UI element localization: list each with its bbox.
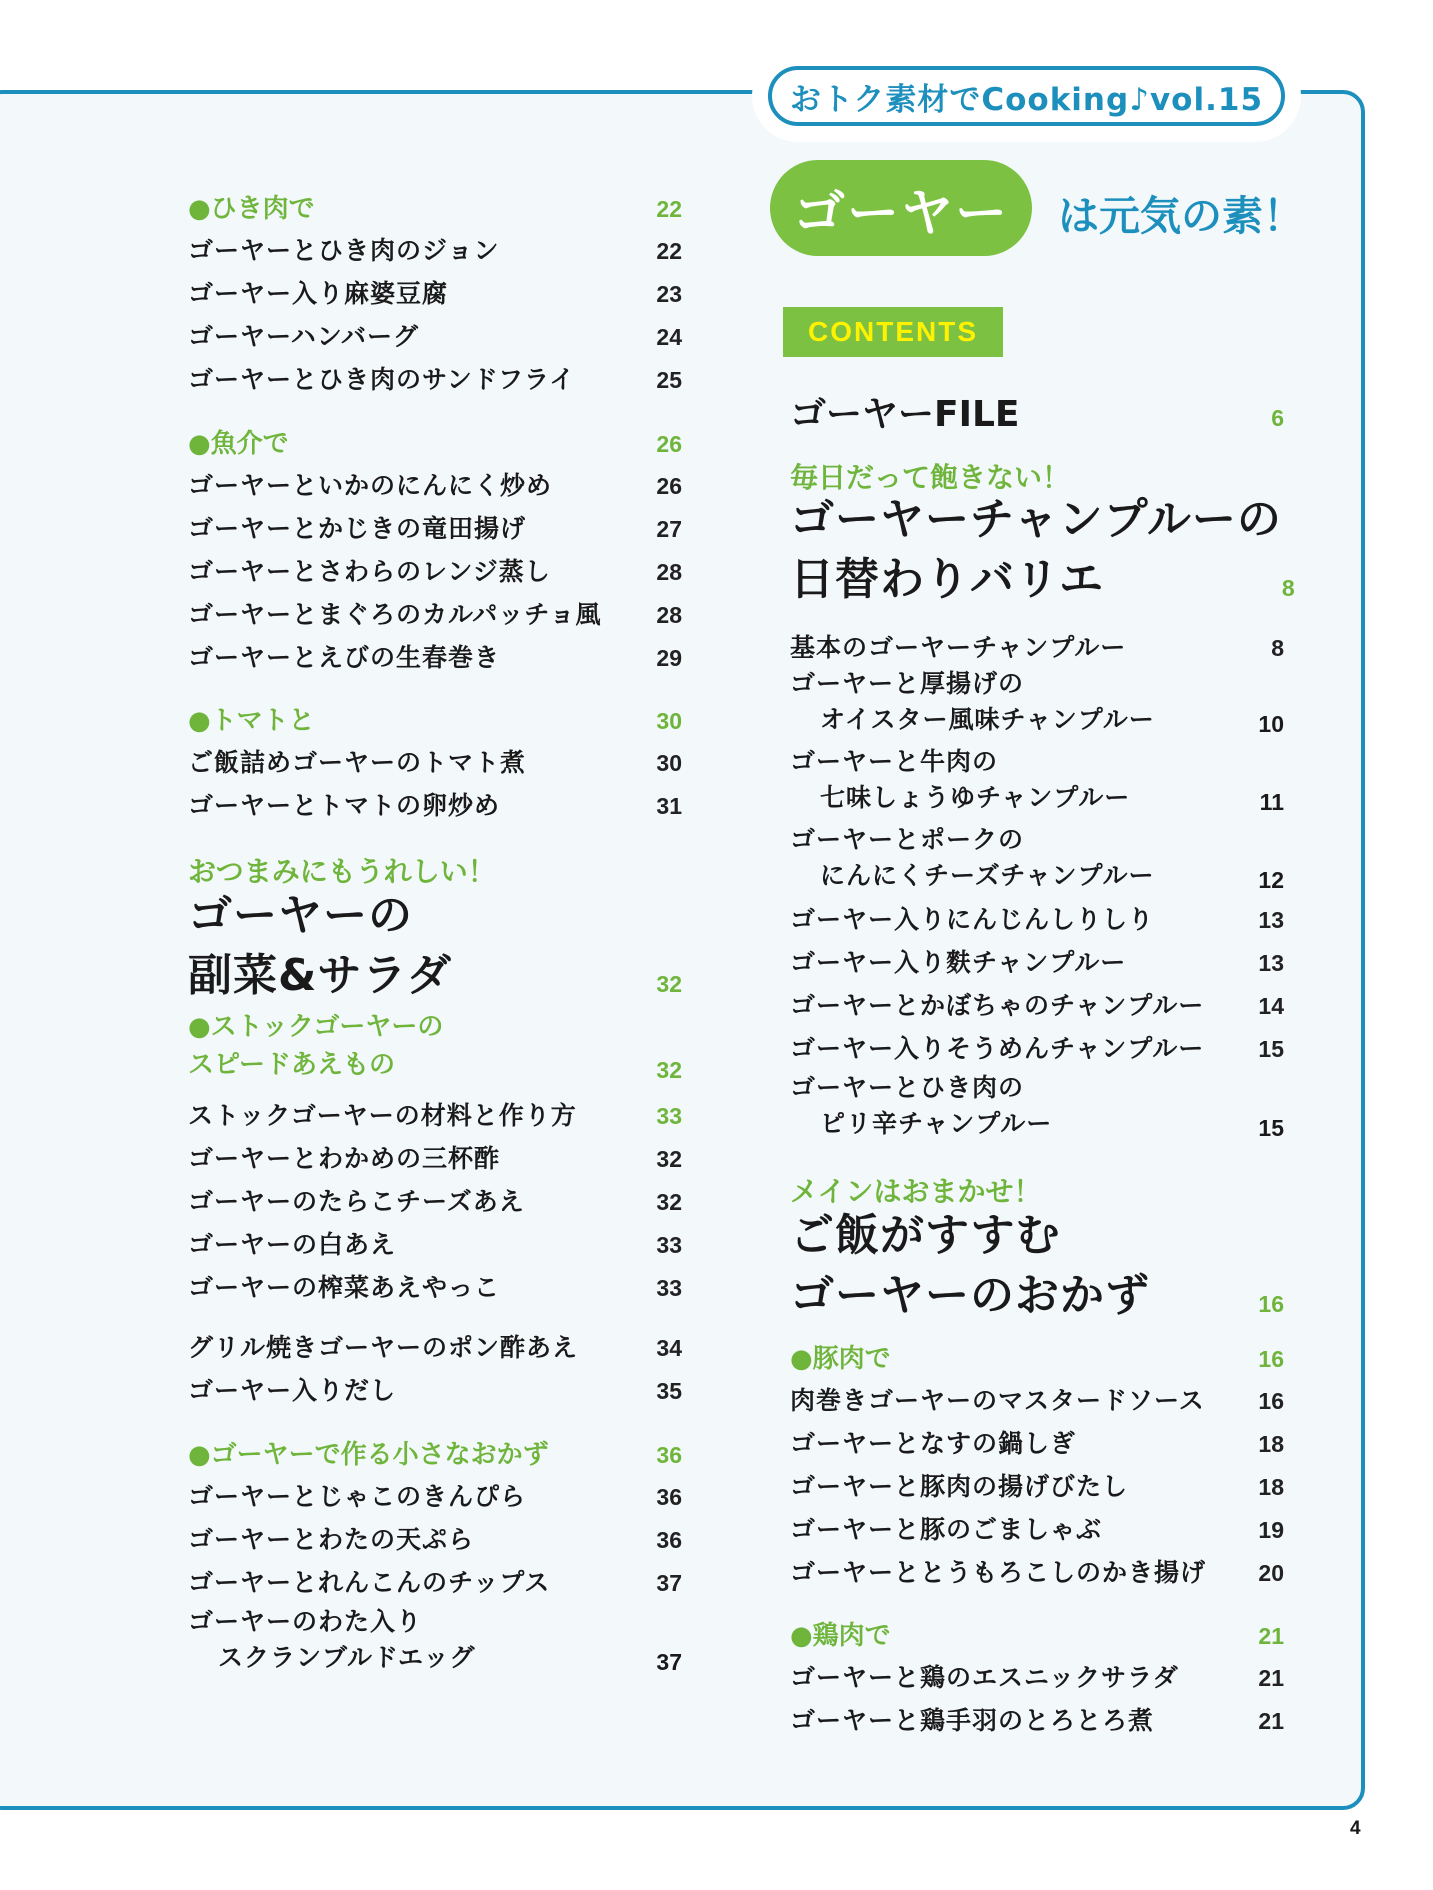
section-heading-label: ●ゴーヤーで作る小さなおかず: [188, 1440, 549, 1470]
toc-entry[interactable]: [188, 1371, 682, 1407]
toc-page-number: 37: [656, 1649, 682, 1675]
toc-page-number: 32: [656, 1057, 682, 1083]
toc-page-number: 10: [1258, 711, 1284, 737]
toc-entry[interactable]: [790, 628, 1284, 664]
title-highlight: ゴーヤー: [770, 160, 1032, 256]
toc-entry-label: ゴーヤーのわた入り スクランブルドエッグ: [188, 1607, 476, 1672]
toc-entry-label: ゴーヤーと牛肉の 七味しょうゆチャンプルー: [790, 747, 1131, 812]
toc-entry[interactable]: [188, 1477, 682, 1513]
section-heading[interactable]: [188, 700, 682, 737]
toc-entry-label: ゴーヤーとまぐろのカルパッチョ風: [188, 600, 602, 629]
toc-entry[interactable]: [188, 1520, 682, 1556]
toc-entry[interactable]: [188, 274, 682, 310]
toc-page-number: 13: [1258, 907, 1284, 933]
toc-entry[interactable]: [790, 666, 1284, 738]
toc-page-number: 35: [656, 1378, 682, 1404]
toc-page-number: 13: [1258, 950, 1284, 976]
toc-entry[interactable]: [188, 1182, 682, 1218]
toc-entry[interactable]: [790, 1658, 1284, 1694]
chapter-lead: メインはおまかせ！: [790, 1175, 1042, 1208]
toc-page-number: 36: [656, 1484, 682, 1510]
toc-entry[interactable]: [790, 1510, 1284, 1546]
toc-page-number: 31: [656, 793, 682, 819]
chapter-lead: おつまみにもうれしい！: [188, 855, 496, 888]
toc-entry[interactable]: [790, 986, 1284, 1022]
toc-entry-label: 基本のゴーヤーチャンプルー: [790, 633, 1127, 662]
toc-entry[interactable]: [790, 1381, 1284, 1417]
toc-entry[interactable]: [790, 1029, 1284, 1065]
page-number: 4: [1350, 1818, 1361, 1839]
toc-page-number: 28: [656, 559, 682, 585]
series-badge: おトク素材でCooking♪vol.15: [768, 66, 1285, 126]
toc-page-number: 11: [1259, 789, 1284, 815]
toc-entry-label: ゴーヤー入りだし: [188, 1376, 397, 1405]
toc-entry[interactable]: [188, 743, 682, 779]
toc-entry[interactable]: [188, 231, 682, 267]
toc-page-number: 24: [656, 324, 682, 350]
toc-entry[interactable]: [790, 1553, 1284, 1589]
toc-entry-label: ゴーヤーとかじきの竜田揚げ: [188, 514, 527, 543]
toc-page-number: 21: [1258, 1665, 1284, 1691]
toc-entry-label: ゴーヤーとポークの にんにくチーズチャンプルー: [790, 825, 1155, 890]
toc-page-number: 32: [656, 1189, 682, 1215]
toc-entry[interactable]: [188, 1225, 682, 1261]
toc-entry-label: ゴーヤーの白あえ: [188, 1230, 397, 1259]
toc-entry[interactable]: [188, 1604, 682, 1676]
title-suffix: は元気の素！: [1058, 192, 1304, 240]
chapter-lead: 毎日だって飽きない！: [790, 461, 1071, 494]
toc-page-number: 33: [656, 1275, 682, 1301]
toc-entry-label: ゴーヤーのたらこチーズあえ: [188, 1187, 525, 1216]
toc-page-number: 25: [656, 367, 682, 393]
toc-entry[interactable]: [790, 1424, 1284, 1460]
toc-entry-label: ゴーヤーとひき肉のジョン: [188, 236, 500, 265]
contents-badge: CONTENTS: [783, 307, 1003, 357]
section-heading[interactable]: [188, 188, 682, 225]
toc-page-number: 21: [1258, 1623, 1284, 1649]
toc-entry-label: ゴーヤー入りにんじんしりしり: [790, 905, 1155, 934]
toc-entry-label: 肉巻きゴーヤーのマスタードソース: [790, 1386, 1205, 1415]
toc-page-number: 30: [656, 750, 682, 776]
toc-entry[interactable]: [790, 943, 1284, 979]
toc-page-number: 27: [656, 516, 682, 542]
toc-entry-label: ゴーヤーと鶏のエスニックサラダ: [790, 1663, 1179, 1692]
toc-page-number: 18: [1258, 1474, 1284, 1500]
toc-entry[interactable]: [790, 1701, 1284, 1737]
chapter-title-text: ゴーヤーチャンプルーの 日替わりバリエ: [790, 494, 1282, 605]
toc-page-number: 32: [656, 1146, 682, 1172]
toc-entry-label: ゴーヤーとトマトの卵炒め: [188, 791, 501, 820]
toc-entry-label: ゴーヤーとわたの天ぷら: [188, 1525, 475, 1554]
toc-entry-label: ゴーヤーと鶏手羽のとろとろ煮: [790, 1706, 1155, 1735]
toc-entry[interactable]: [188, 638, 682, 674]
toc-entry[interactable]: [188, 786, 682, 822]
toc-entry-label: ゴーヤーと厚揚げの オイスター風味チャンプルー: [790, 669, 1155, 734]
toc-page-number: 28: [656, 602, 682, 628]
toc-page-number: 18: [1258, 1431, 1284, 1457]
section-heading[interactable]: [790, 1615, 1284, 1652]
toc-entry-label: ゴーヤーとなすの鍋しぎ: [790, 1429, 1077, 1458]
toc-entry-label: ゴーヤーと豚のごましゃぶ: [790, 1515, 1103, 1544]
toc-entry-label: ストックゴーヤーの材料と作り方: [188, 1101, 577, 1130]
section-heading[interactable]: [790, 1338, 1284, 1375]
toc-page-number: 12: [1258, 867, 1284, 893]
toc-page-number: 6: [1271, 405, 1284, 431]
toc-entry-label: グリル焼きゴーヤーのポン酢あえ: [188, 1333, 579, 1362]
toc-page-number: 16: [1258, 1346, 1284, 1372]
toc-entry-label: ゴーヤーとれんこんのチップス: [188, 1568, 551, 1597]
toc-entry[interactable]: [188, 466, 682, 502]
toc-page-number: 36: [656, 1527, 682, 1553]
toc-page-number: 16: [1258, 1291, 1284, 1317]
section-heading[interactable]: [188, 1434, 682, 1471]
toc-page-number: 34: [656, 1335, 682, 1361]
toc-page-number: 20: [1258, 1560, 1284, 1586]
section-heading-label: ●鶏肉で: [790, 1621, 891, 1651]
toc-entry[interactable]: [790, 822, 1284, 894]
toc-entry[interactable]: [790, 1070, 1284, 1142]
toc-entry[interactable]: [188, 552, 682, 588]
toc-entry-label: ゴーヤーとじゃこのきんぴら: [188, 1482, 527, 1511]
toc-entry[interactable]: [790, 900, 1284, 936]
toc-entry-label: ゴーヤーハンバーグ: [188, 322, 420, 351]
toc-entry-label: ゴーヤーとひき肉の ピリ辛チャンプルー: [790, 1073, 1053, 1138]
toc-entry[interactable]: [188, 509, 682, 545]
section-heading-label: ●トマトと: [188, 706, 315, 736]
toc-page-number: 21: [1258, 1708, 1284, 1734]
toc-entry[interactable]: [188, 1139, 682, 1175]
toc-page-number: 19: [1258, 1517, 1284, 1543]
toc-page-number: 8: [1271, 635, 1284, 661]
toc-entry[interactable]: [188, 1328, 682, 1364]
chapter-title-text: ご飯がすすむ ゴーヤーのおかず: [790, 1210, 1150, 1321]
toc-page-number: 22: [656, 196, 682, 222]
toc-entry[interactable]: [188, 360, 682, 396]
toc-page-number: 23: [656, 281, 682, 307]
toc-entry-label: ゴーヤーとえびの生春巻き: [188, 643, 501, 672]
toc-page-number: 36: [656, 1442, 682, 1468]
toc-entry-label: ゴーヤー入り麻婆豆腐: [188, 279, 449, 308]
chapter-title[interactable]: [188, 886, 682, 1006]
toc-page-number: 15: [1258, 1115, 1284, 1141]
toc-page-number: 32: [656, 971, 682, 997]
section-heading[interactable]: [188, 423, 682, 460]
toc-entry-label: ゴーヤー入りそうめんチャンプルー: [790, 1034, 1205, 1063]
section-heading[interactable]: [188, 1008, 682, 1084]
toc-page-number: 30: [656, 708, 682, 734]
toc-entry-label: ご飯詰めゴーヤーのトマト煮: [188, 748, 527, 777]
toc-entry-label: ゴーヤーの榨菜あえやっこ: [188, 1273, 501, 1302]
toc-page-number: 29: [656, 645, 682, 671]
toc-page-number: 33: [656, 1232, 682, 1258]
toc-page-number: 37: [656, 1570, 682, 1596]
toc-entry-label: ゴーヤーとかぼちゃのチャンプルー: [790, 991, 1205, 1020]
toc-page-number: 15: [1258, 1036, 1284, 1062]
section-heading-label: ●豚肉で: [790, 1344, 891, 1374]
toc-entry[interactable]: [188, 1096, 682, 1132]
toc-page-number: 33: [656, 1103, 682, 1129]
toc-entry-label: ゴーヤーと豚肉の揚げびたし: [790, 1472, 1129, 1501]
section-heading-label: ●ひき肉で: [188, 194, 315, 224]
toc-entry-label: ゴーヤーとわかめの三杯酢: [188, 1144, 501, 1173]
section-heading-label: ●魚介で: [188, 429, 289, 459]
toc-entry[interactable]: [188, 1268, 682, 1304]
chapter-title[interactable]: [790, 1206, 1284, 1326]
toc-entry-label: ゴーヤーとさわらのレンジ蒸し: [188, 557, 551, 586]
toc-entry[interactable]: [188, 595, 682, 631]
toc-page-number: 16: [1258, 1388, 1284, 1414]
toc-entry-label: ゴーヤーとひき肉のサンドフライ: [188, 365, 576, 394]
toc-entry-label: ゴーヤーFILE: [790, 394, 1020, 435]
toc-entry[interactable]: [188, 317, 682, 353]
toc-page-number: 26: [656, 431, 682, 457]
toc-entry[interactable]: [790, 1467, 1284, 1503]
toc-entry-label: ゴーヤー入り麩チャンプルー: [790, 948, 1127, 977]
toc-entry[interactable]: [188, 1563, 682, 1599]
toc-entry[interactable]: [790, 744, 1284, 816]
toc-entry-file[interactable]: [790, 386, 1284, 437]
toc-page-number: 26: [656, 473, 682, 499]
chapter-title-text: ゴーヤーの 副菜&サラダ: [188, 890, 452, 1001]
toc-entry-label: ゴーヤーととうもろこしのかき揚げ: [790, 1558, 1207, 1587]
toc-entry-label: ゴーヤーといかのにんにく炒め: [188, 471, 553, 500]
section-heading-label: ●ストックゴーヤーの スピードあえもの: [188, 1012, 444, 1080]
toc-page-number: 14: [1258, 993, 1284, 1019]
chapter-title[interactable]: [790, 490, 1295, 610]
toc-page-number: 8: [1281, 575, 1295, 601]
toc-page-number: 22: [656, 238, 682, 264]
